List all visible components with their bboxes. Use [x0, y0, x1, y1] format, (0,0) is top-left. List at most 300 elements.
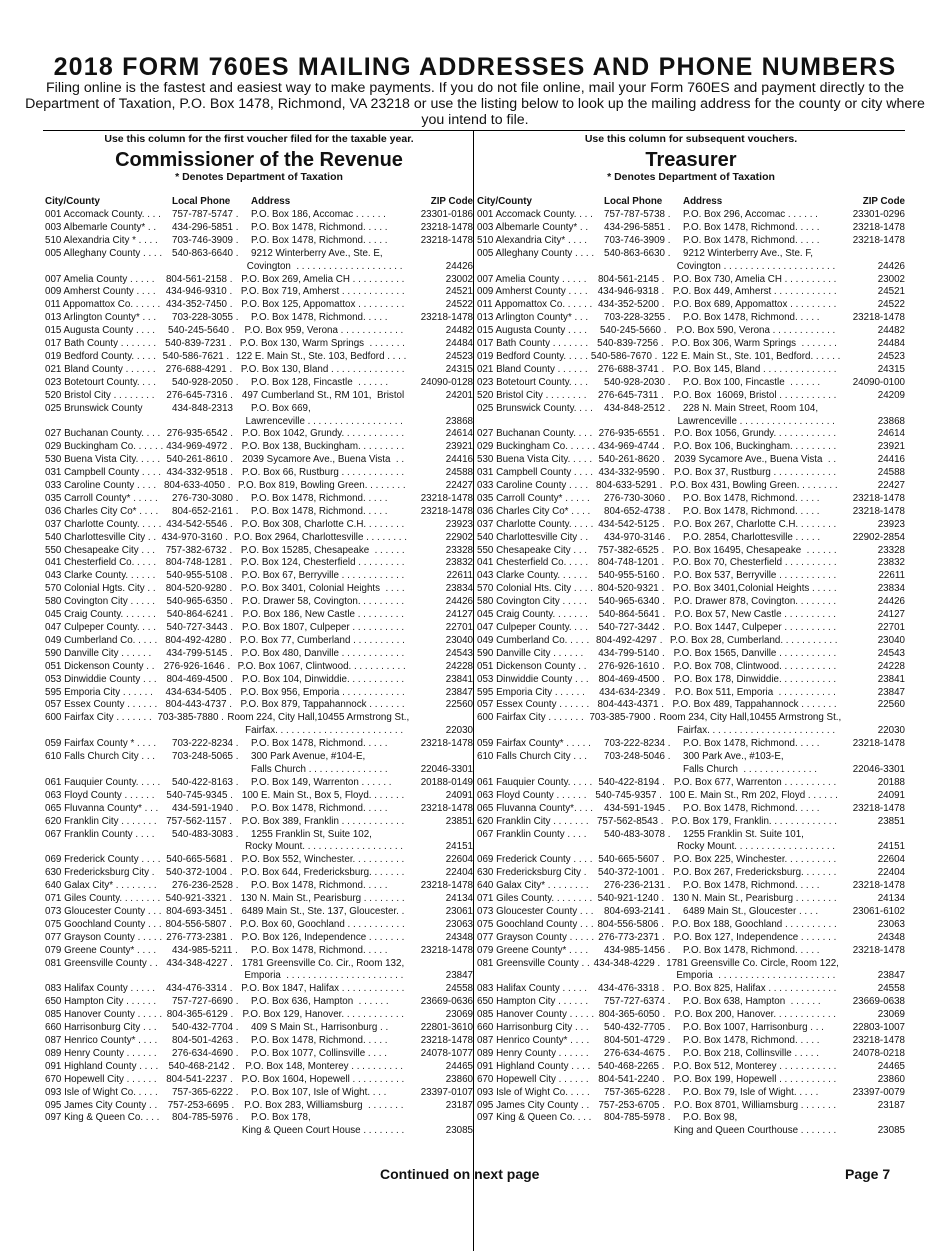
cell-city: 019 Bedford County. . . . .: [477, 350, 588, 362]
cell-address: 130 N. Main St., Pearisburg . . . . . . . .: [240, 893, 405, 905]
cell-city: 007 Amelia County . . . . .: [45, 273, 155, 285]
table-row: [477, 506, 905, 519]
cell-city: 089 Henry County . . . . . .: [45, 1047, 157, 1059]
cell-city: 550 Chesapeake City . . .: [45, 544, 156, 556]
cell-phone: 276-688-4291 .: [165, 363, 233, 375]
table-row: [477, 1009, 905, 1022]
cell-city: 059 Fairfax County * . . . .: [45, 738, 157, 750]
table-row: [477, 841, 905, 854]
cell-city: 007 Amelia County . . . . .: [477, 273, 587, 285]
table-row: [477, 751, 905, 764]
cell-zip: 24523: [877, 350, 905, 362]
cell-city: 610 Falls Church City . . .: [477, 751, 587, 763]
cell-city: 067 Franklin County . . . .: [477, 828, 587, 840]
cell-phone: 540-468-2142 .: [168, 1060, 235, 1072]
table-row: [45, 906, 473, 919]
cell-phone: 703-248-5046 .: [604, 751, 671, 763]
cell-city: 023 Botetourt County. . . .: [477, 376, 588, 388]
cell-city: 093 Isle of Wight Co. . . . .: [45, 1086, 158, 1098]
cell-phone: 434-634-5405 .: [165, 686, 232, 698]
cell-zip: 22030: [445, 725, 473, 737]
cell-phone: 276-236-2131 .: [604, 880, 671, 892]
table-row: [45, 1022, 473, 1035]
cell-zip: 23002: [877, 273, 905, 285]
cell-zip: 23085: [877, 1125, 905, 1137]
table-row: [45, 583, 473, 596]
header-address: Address: [683, 196, 723, 207]
table-row: [45, 596, 473, 609]
cell-address: P.O. Box 129, Hanover. . . . . . . . . . . .: [242, 1009, 404, 1021]
cell-phone: 757-382-6732 .: [165, 544, 233, 556]
cell-phone: [600, 725, 677, 738]
table-row: [477, 635, 905, 648]
cell-city: 029 Buckingham Co. . . . . .: [477, 441, 596, 453]
cell-city: 610 Falls Church City . . .: [45, 751, 155, 763]
cell-phone: 757-562-1157 .: [166, 815, 232, 827]
cell-city: [477, 725, 600, 738]
cell-city: 005 Alleghany County . . . .: [477, 247, 595, 259]
cell-address: P.O. Box 1478, Richmond. . . . .: [683, 802, 820, 814]
cell-city: 087 Henrico County* . . . .: [45, 1035, 158, 1046]
table-row: [477, 261, 905, 274]
cell-address: Falls Church . . . . . . . . . . . . . .: [683, 763, 817, 775]
cell-city: 075 Goochland County . . .: [45, 918, 162, 930]
table-row: [45, 390, 473, 403]
cell-address: 1781 Greensville Co. Cir., Room 132,: [241, 957, 405, 969]
cell-phone: 540-955-5160 .: [598, 570, 665, 582]
cell-city: 065 Fluvanna County*. . . .: [477, 802, 593, 814]
cell-zip: 23218-1478: [852, 738, 905, 750]
table-row: [477, 441, 905, 454]
cell-zip: 24078-0218: [852, 1047, 905, 1059]
cell-zip: 22427: [877, 480, 905, 492]
column-heading: Commissioner of the Revenue: [115, 149, 403, 171]
cell-zip: [401, 1112, 473, 1125]
table-row: [45, 751, 473, 764]
cell-phone: 540-839-7231 .: [165, 338, 232, 350]
cell-zip: 24426: [445, 596, 473, 608]
cell-city: 097 King & Queen Co. . . .: [45, 1112, 160, 1124]
table-row: [477, 906, 905, 919]
cell-address: P.O. Box 1478, Richmond. . . . .: [251, 312, 388, 324]
table-row: [45, 932, 473, 945]
cell-address: P.O. Box 537, Berryville . . . . . . . . . . .: [673, 570, 837, 582]
table-row: [45, 416, 473, 429]
cell-city: 027 Buchanan County. . . .: [477, 428, 593, 440]
cell-address: P.O. Box 825, Halifax . . . . . . . . . . . . .: [673, 983, 837, 995]
cell-phone: 804-469-4500 .: [598, 673, 665, 685]
table-row: [45, 867, 473, 880]
cell-phone: 703-385-7900 .: [589, 712, 656, 724]
table-row: [45, 841, 473, 854]
cell-city: 036 Charles City Co* . . . .: [45, 505, 159, 517]
cell-address: P.O. Box 1478, Richmond. . . . .: [683, 221, 820, 233]
table-row: [45, 854, 473, 867]
table-row: [45, 816, 473, 829]
cell-phone: 434-969-4972 .: [166, 441, 233, 453]
cell-address: 100 E. Main St., Rm 202, Floyd . . . . . .: [669, 789, 838, 801]
cell-address: P.O. Box 124, Chesterfield . . . . . . . . .: [240, 557, 405, 569]
cell-zip: 24315: [445, 363, 473, 375]
table-row: [45, 777, 473, 790]
cell-address: P.O. Box 480, Danville . . . . . . . . . . . .: [241, 647, 405, 659]
cell-address: P.O. Box 1847, Halifax . . . . . . . . . . . .: [241, 983, 405, 995]
cell-phone: 703-746-3909 .: [172, 234, 239, 246]
cell-city: 081 Greensville County . .: [477, 957, 590, 969]
cell-zip: 20188-0149: [420, 776, 473, 788]
cell-zip: 24348: [445, 931, 474, 943]
cell-city: 009 Amherst County . . . .: [477, 286, 588, 298]
cell-phone: 434-542-5546 .: [166, 518, 233, 530]
cell-zip: 23063: [877, 918, 905, 930]
cell-phone: 804-556-5806 .: [597, 918, 664, 930]
cell-phone: 804-633-4050 .: [163, 480, 231, 492]
cell-phone: 540-372-1001 .: [597, 867, 665, 879]
table-row: [477, 274, 905, 287]
table-row: [477, 1100, 905, 1113]
cell-city: 530 Buena Vista City. . . . .: [477, 454, 593, 466]
cell-zip: 23834: [445, 583, 473, 595]
cell-city: 019 Bedford County. . . . .: [45, 350, 156, 362]
cell-zip: 22902-2854: [852, 531, 905, 543]
cell-city: 510 Alexandria City * . . . .: [45, 234, 158, 246]
cell-city: 059 Fairfax County* . . . . .: [477, 738, 591, 750]
cell-phone: 540-586-7621 .: [162, 350, 230, 362]
cell-address: P.O. Box 107, Isle of Wight. . . .: [251, 1086, 387, 1098]
table-row: [45, 1061, 473, 1074]
cell-address: P.O. Box 1478, Richmond. . . . .: [683, 234, 820, 246]
cell-city: 077 Grayson County . . . . .: [45, 931, 163, 943]
table-row: [45, 493, 473, 506]
cell-zip: [401, 829, 473, 842]
cell-phone: 757-365-6222 .: [172, 1086, 239, 1098]
cell-phone: [598, 1125, 674, 1138]
cell-zip: 23921: [445, 441, 473, 453]
cell-address: P.O. Box 138, Buckingham. . . . . . . . .: [241, 441, 405, 453]
cell-city: 021 Bland County . . . . . .: [477, 363, 588, 375]
cell-city: 600 Fairfax City . . . . . . .: [45, 712, 152, 724]
cell-city: 031 Campbell County . . . .: [477, 467, 593, 479]
cell-phone: 276-236-2528 .: [172, 880, 239, 892]
table-row: [477, 970, 905, 983]
cell-zip: 22611: [878, 570, 905, 582]
cell-zip: 24078-1077: [420, 1047, 473, 1059]
cell-address: Fairfax. . . . . . . . . . . . . . . . . . . . . . . .: [245, 725, 404, 737]
table-row: [477, 738, 905, 751]
cell-zip: 24426: [877, 596, 905, 608]
cell-city: 069 Frederick County . . . .: [477, 854, 593, 866]
cell-city: 063 Floyd County . . . . . .: [45, 789, 155, 801]
cell-city: [477, 416, 601, 429]
cell-phone: 703-248-5065 .: [172, 751, 239, 763]
cell-address: P.O. Box 16069, Bristol . . . . . . . . . . .: [673, 389, 837, 401]
cell-zip: 23218-1478: [420, 738, 473, 750]
table-row: [45, 274, 473, 287]
cell-city: 071 Giles County. . . . . . . .: [45, 893, 161, 905]
table-row: [477, 570, 905, 583]
cell-zip: 23061-6102: [852, 905, 905, 917]
cell-city: 049 Cumberland Co. . . . .: [477, 634, 590, 646]
cell-phone: [169, 261, 246, 274]
cell-zip: [841, 712, 905, 725]
cell-phone: 540-727-3443 .: [166, 622, 233, 633]
cell-zip: 24134: [445, 893, 473, 905]
cell-city: 033 Caroline County . . . .: [45, 480, 157, 492]
cell-phone: 434-799-5140 .: [598, 647, 665, 659]
table-row: [477, 364, 905, 377]
column-subheading: * Denotes Department of Taxation: [175, 171, 343, 183]
cell-phone: 434-348-4229 .: [593, 957, 661, 969]
cell-zip: 23397-0079: [852, 1086, 905, 1098]
cell-phone: 434-946-9318 .: [597, 286, 665, 298]
cell-zip: 24521: [877, 286, 905, 298]
cell-zip: 22046-3301: [852, 763, 905, 775]
cell-city: 037 Charlotte County. . . . .: [477, 518, 594, 530]
cell-zip: 23218-1478: [852, 221, 905, 233]
intro-text: Filing online is the fastest and easiest way to make payments. If you do not file online, mail your Form 760ES and payment directly to the Department of Taxation, P.O. Box 1478, Richmond, VA 23218 or use the listing below to look up the mailing address for the county or city where you intend to file.: [25, 80, 925, 128]
cell-phone: 540-965-6350 .: [166, 596, 233, 608]
table-row: [45, 712, 473, 725]
table-row: [477, 1087, 905, 1100]
table-row: [45, 261, 473, 274]
cell-address: P.O. Box 1478, Richmond. . . . .: [251, 505, 388, 517]
cell-city: 001 Accomack County. . . .: [477, 209, 593, 220]
cell-city: [477, 261, 600, 274]
cell-city: 670 Hopewell City . . . . . .: [45, 1073, 157, 1085]
cell-phone: 276-926-1646 .: [163, 660, 231, 672]
cell-city: 600 Fairfax City . . . . . . .: [477, 712, 584, 724]
table-row: [477, 545, 905, 558]
cell-phone: 434-348-4227 .: [166, 957, 233, 969]
cell-city: 045 Craig County. . . . . . .: [45, 609, 156, 621]
table-row: [45, 996, 473, 1009]
cell-address: P.O. Box 77, Cumberland . . . . . . . . . .: [240, 634, 405, 646]
table-row: [477, 867, 905, 880]
cell-zip: 22560: [877, 699, 905, 711]
cell-city: 083 Halifax County . . . . .: [477, 983, 587, 995]
cell-phone: 276-935-6551 .: [598, 428, 666, 440]
table-row: [45, 1074, 473, 1087]
cell-city: 065 Fluvanna County* . . .: [45, 802, 159, 814]
cell-address: 2039 Sycamore Ave., Buena Vista . .: [242, 454, 405, 466]
cell-zip: 23841: [445, 673, 473, 685]
cell-zip: 23832: [877, 557, 905, 569]
cell-phone: 804-633-5291 .: [595, 480, 663, 492]
cell-city: 041 Chesterfield Co. . . . .: [45, 557, 157, 569]
cell-zip: 24348: [877, 931, 906, 943]
cell-city: 025 Brunswick County: [45, 402, 143, 414]
cell-zip: [833, 829, 905, 842]
cell-phone: 434-970-3146 .: [604, 531, 671, 543]
cell-zip: 23301-0186: [420, 209, 473, 220]
table-row: [477, 209, 905, 222]
cell-city: 053 Dinwiddie County . . .: [45, 673, 157, 685]
table-row: [45, 635, 473, 648]
cell-address: P.O. Box 689, Appomattox . . . . . . . . .: [673, 299, 837, 311]
cell-phone: 276-645-7316 .: [166, 389, 233, 401]
table-row: [477, 893, 905, 906]
cell-address: King and Queen Courthouse . . . . . . .: [673, 1125, 837, 1137]
cell-zip: 24091: [877, 789, 905, 801]
cell-address: P.O. Box 449, Amherst . . . . . . . . . . . .: [672, 286, 837, 298]
table-row: [45, 403, 473, 416]
cell-zip: 22604: [445, 854, 473, 866]
cell-zip: 23832: [445, 557, 473, 569]
cell-zip: 23218-1478: [852, 944, 905, 956]
cell-address: P.O. Box 127, Independence . . . . . . .: [673, 931, 837, 943]
table-row: [477, 854, 905, 867]
cell-phone: 703-222-8234 .: [604, 738, 671, 750]
cell-city: 083 Halifax County . . . . .: [45, 983, 155, 995]
cell-zip: [401, 248, 473, 261]
cell-address: P.O. Box 178, Dinwiddie. . . . . . . . . . .: [674, 673, 837, 685]
cell-phone: 804-541-2237 .: [166, 1073, 233, 1085]
table-row: [45, 648, 473, 661]
cell-phone: 540-928-2050 .: [172, 376, 239, 388]
cell-zip: 23040: [877, 634, 905, 646]
cell-phone: 540-422-8194 .: [598, 776, 665, 788]
table-row: [477, 596, 905, 609]
cell-phone: 804-492-4280 .: [165, 634, 232, 646]
cell-phone: 804-520-9280 .: [165, 583, 233, 595]
cell-phone: 540-745-9357 .: [595, 789, 662, 801]
cell-address: P.O. Box 130, Bland . . . . . . . . . . . . . .: [240, 363, 405, 375]
cell-address: P.O. Box 79, Isle of Wight. . . . .: [683, 1086, 819, 1098]
cell-phone: 540-955-5108 .: [166, 570, 233, 582]
cell-zip: 24201: [445, 389, 473, 401]
cell-city: 035 Carroll County* . . . . .: [45, 492, 158, 504]
table-row: [45, 609, 473, 622]
cell-address: 2039 Sycamore Ave., Buena Vista . .: [674, 454, 837, 466]
cell-zip: 24127: [877, 609, 905, 621]
cell-zip: 23218-1478: [420, 221, 473, 233]
table-row: [45, 428, 473, 441]
cell-zip: 24228: [877, 660, 905, 672]
cell-city: 057 Essex County . . . . . .: [45, 699, 158, 711]
cell-address: P.O. Box 1478, Richmond. . . . .: [251, 944, 388, 956]
cell-city: [45, 1125, 166, 1138]
cell-address: P.O. Box 431, Bowling Green. . . . . . . .: [670, 480, 838, 492]
cell-phone: 276-773-2371 .: [598, 931, 665, 943]
cell-address: P.O. Box 57, New Castle . . . . . . . . . .: [674, 609, 836, 621]
cell-zip: 23860: [877, 1073, 905, 1085]
cell-address: P.O. Box 178,: [251, 1112, 311, 1124]
cell-city: 001 Accomack County. . . .: [45, 209, 161, 220]
cell-zip: 22701: [877, 622, 905, 633]
cell-phone: [168, 841, 245, 854]
cell-city: 079 Greene County* . . . .: [477, 944, 589, 956]
cell-zip: 24482: [877, 325, 905, 337]
cell-zip: 23063: [445, 918, 473, 930]
cell-city: 540 Charlottesville City . .: [477, 531, 589, 543]
cell-address: P.O. Box 956, Emporia . . . . . . . . . . . .: [240, 686, 405, 698]
cell-address: P.O. Box 1042, Grundy. . . . . . . . . . . .: [242, 428, 405, 440]
cell-address: P.O. Box 644, Fredericksburg. . . . . . .: [241, 867, 405, 879]
table-row: [45, 803, 473, 816]
cell-phone: 540-863-6630 .: [604, 247, 671, 259]
table-row: [45, 312, 473, 325]
cell-zip: [401, 403, 473, 416]
table-row: [45, 248, 473, 261]
cell-zip: 23061: [445, 905, 473, 917]
cell-phone: [604, 764, 683, 777]
cell-phone: 757-787-5747 .: [172, 209, 239, 220]
cell-zip: 23218-1478: [420, 312, 473, 324]
table-row: [477, 983, 905, 996]
cell-address: P.O. Box 1565, Danville . . . . . . . . . . .: [673, 647, 837, 659]
cell-city: 071 Giles County. . . . . . . .: [477, 893, 593, 905]
cell-zip: 22803-1007: [852, 1022, 905, 1034]
header-phone: Local Phone: [604, 196, 663, 207]
cell-address: P.O. Box 1478, Richmond. . . . .: [251, 880, 388, 892]
table-row: [45, 687, 473, 700]
cell-address: P.O. 2854, Charlottesville . . . . .: [683, 531, 821, 543]
cell-zip: 24523: [445, 350, 473, 362]
cell-zip: 23218-1478: [420, 944, 473, 956]
cell-address: P.O. Box 512, Monterey . . . . . . . . . . .: [673, 1060, 837, 1072]
cell-zip: [833, 751, 905, 764]
table-row: [477, 919, 905, 932]
cell-address: P.O. Box 1478, Richmond. . . . .: [251, 738, 388, 750]
cell-zip: 24484: [877, 338, 905, 350]
table-row: [45, 377, 473, 390]
cell-city: 095 James City County . .: [477, 1099, 590, 1111]
cell-city: 095 James City County . .: [45, 1099, 158, 1111]
cell-phone: 804-561-2145 .: [597, 273, 665, 285]
table-row: [45, 325, 473, 338]
table-row: [45, 545, 473, 558]
table-row: [45, 209, 473, 222]
table-row: [477, 1022, 905, 1035]
table-row: [45, 364, 473, 377]
cell-zip: 23002: [445, 273, 473, 285]
cell-phone: 434-332-9590 .: [598, 467, 665, 479]
cell-city: 051 Dickenson County . .: [477, 660, 587, 672]
table-row: [477, 996, 905, 1009]
table-row: [45, 1048, 473, 1061]
cell-phone: 703-385-7880 .: [157, 712, 224, 724]
cell-phone: 540-432-7704 .: [172, 1022, 239, 1034]
cell-city: 043 Clarke County. . . . . .: [45, 570, 156, 582]
cell-phone: 434-296-5851 .: [172, 221, 239, 233]
table-row: [477, 816, 905, 829]
cell-zip: 23847: [445, 970, 473, 982]
cell-zip: 23301-0296: [852, 209, 905, 220]
table-row: [477, 764, 905, 777]
table-row: [477, 661, 905, 674]
cell-phone: 757-562-8543 .: [596, 815, 664, 827]
table-row: [477, 454, 905, 467]
cell-zip: 22560: [445, 699, 473, 711]
cell-address: P.O. Box 1067, Clintwood. . . . . . . . . . .: [237, 660, 406, 672]
table-row: [477, 248, 905, 261]
cell-zip: [833, 403, 905, 416]
cell-city: 650 Hampton City . . . . . .: [477, 996, 589, 1008]
cell-city: 073 Gloucester County . . .: [477, 905, 594, 917]
table-row: [45, 893, 473, 906]
cell-phone: 434-591-1945 .: [604, 802, 671, 814]
cell-zip: [401, 751, 473, 764]
cell-address: P.O. Box 70, Chesterfield . . . . . . . . . .: [672, 557, 837, 569]
cell-city: 041 Chesterfield Co. . . . .: [477, 557, 589, 569]
cell-address: P.O. Box 130, Warm Springs . . . . . . .: [239, 338, 405, 350]
table-row: [45, 519, 473, 532]
table-row: [45, 790, 473, 803]
table-row: [45, 725, 473, 738]
cell-address: P.O. Drawer 878, Covington. . . . . . . .: [674, 596, 837, 608]
cell-phone: 804-693-2141 .: [604, 905, 671, 917]
table-row: [45, 286, 473, 299]
